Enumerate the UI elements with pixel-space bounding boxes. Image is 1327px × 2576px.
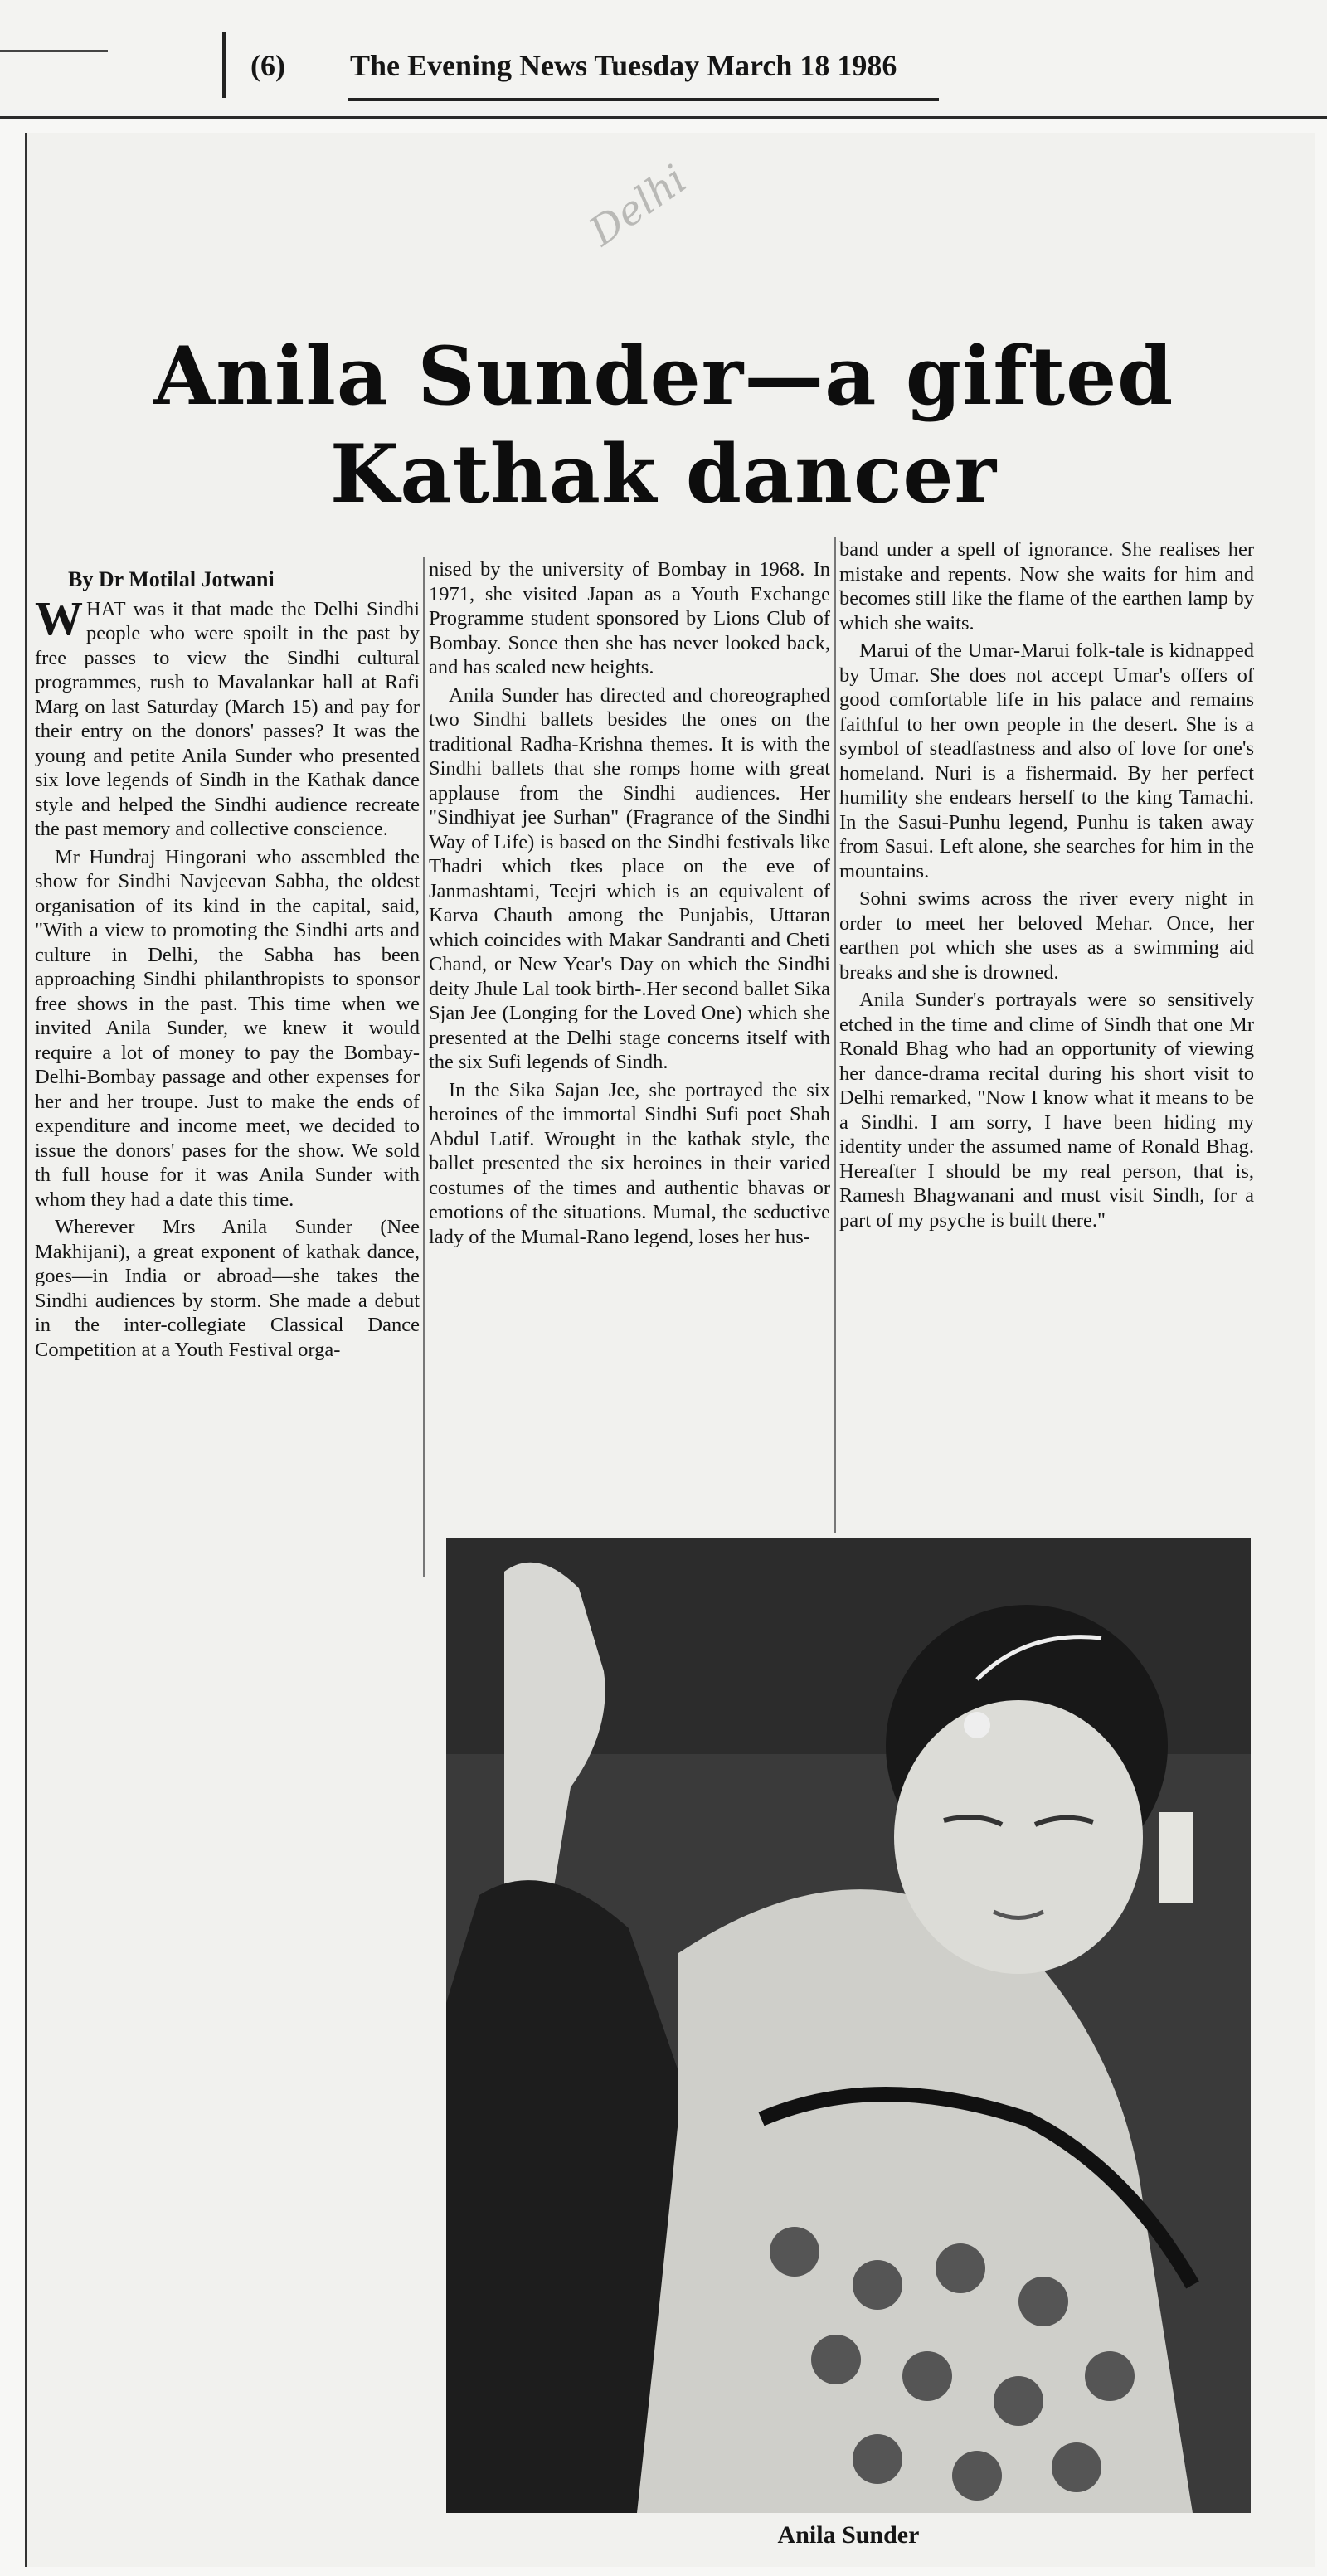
masthead: The Evening News Tuesday March 18 1986 xyxy=(350,49,897,82)
byline: By Dr Motilal Jotwani xyxy=(68,567,275,591)
paragraph: Wherever Mrs Anila Sunder (Nee Makhijani), a great exponent of kathak dance, goes—in India or abroad—she takes the Sindhi audiences by storm. She made a debut in the inter-collegiate Classical Dance Competition at a Youth Festival orga- xyxy=(35,1216,420,1361)
paragraph: Anila Sunder has directed and choreographed two Sindhi ballets besides the ones on the traditional Radha-Krishna themes. It is with the Sindhi ballets that she romps home with great applause from the Sindhi audiences. Her "Sindhiyat jee Surhan" (Fragrance of the Sindhi Way of Life) is based on the Sindhi festivals like Thadri which tkes place on the eve of Janmashtami, Teejri which is an equivalent of Karva Chauth among the Punjabis, Uttaran which coincides with Makar Sandranti and Cheti Chand, or New Year's Day on which the Sindhi deity Jhule Lal took birth-.Her second ballet Sika Sjan Jee (Longing for the Loved One) which she presented at the Delhi stage concerns itself with the six Sufi legends of Sindh. xyxy=(429,683,830,1073)
pencil-annotation: Delhi xyxy=(581,156,695,255)
paragraph-text: HAT was it that made the Delhi Sindhi people who were spoilt in the past by free passes to view the Sindhi cultural programmes, rush to Mavalankar hall at Rafi Marg on last Saturday (March 15) and pay for their entry on the donors' passes? It was the young and petite Anila Sunder who presented six love legends of Sindh in the Kathak dance style and helped the Sindhi audience recreate the past memory and collective conscience. xyxy=(35,597,420,840)
paragraph: Sohni swims across the river every night in order to meet her beloved Mehar. Once, her earthen pot which she uses as a swimming aid breaks and she is drowned. xyxy=(839,887,1254,984)
article-column-3 xyxy=(839,537,1254,1236)
face xyxy=(894,1700,1143,1974)
dancer-photo-illustration xyxy=(446,1538,1251,2513)
photo-caption: Anila Sunder xyxy=(777,2521,920,2549)
paragraph: Marui of the Umar-Marui folk-tale is kidnapped by Umar. She does not accept Umar's offers of good comfortable life in his palace and remains faithful to her own people in the desert. She is a symbol of steadfastness and also of love for one's homeland. Nuri is a fishermaid. By her perfect humility she endears herself to the king Tamachi. In the Sasui-Punhu legend, Punhu is taken away from Sasui. Left alone, she searches for him in the mountains. xyxy=(839,639,1254,882)
column-divider xyxy=(834,537,836,1533)
column-divider xyxy=(423,557,425,1577)
dancer-photo xyxy=(446,1538,1251,2513)
article-column-2 xyxy=(429,557,830,1252)
paragraph xyxy=(35,591,420,842)
paragraph: nised by the university of Bombay in 1968. In 1971, she visited Japan as a Youth Exchange Programme student sponsored by Lions Club of Bombay. Sonce then she has never looked back, and has scaled new heights. xyxy=(429,558,830,678)
column-rule xyxy=(222,32,226,98)
paragraph: Mr Hundraj Hingorani who assembled the show for Sindhi Navjeevan Sabha, the oldest organisation of its kind in the capital, said, "With a view to promoting the Sindhi arts and culture in Delhi, the Sabha has been approaching Sindhi philanthropists to sponsor free shows in the past. This time when we invited Anila Sunder, we knew it would require a lot of money to pay the Bombay-Delhi-Bombay passage and other expenses for her and her troupe. Just to make the ends of expenditure and income meet, we decided to issue the donors' pases for the show. We sold th full house for it was Anila Sunder with whom they had a date this time. xyxy=(35,845,420,1211)
article-column-1 xyxy=(35,557,420,1365)
paragraph: band under a spell of ignorance. She realises her mistake and repents. Now she waits for him and becomes still like the flame of the earthen lamp by which she waits. xyxy=(839,538,1254,634)
masthead-rule xyxy=(348,98,939,101)
scan-mark xyxy=(0,50,108,52)
paragraph: Anila Sunder's portrayals were so sensitively etched in the time and clime of Sindh that one Mr Ronald Bhag who had an opportunity of viewing her dance-drama recital during his short visit to Delhi remarked, "Now I know what it means to be a Sindhi. I am sorry, I have been hiding my identity under the assumed name of Ronald Bhag. Hereafter I should be my real person, that is, Ramesh Bhagwanani and must visit Sindh, for a part of my psyche is built there." xyxy=(839,989,1254,1232)
earring xyxy=(1159,1812,1193,1903)
drop-cap: W xyxy=(35,591,83,645)
headline: Anila Sunder—a gifted Kathak dancer xyxy=(153,329,1174,521)
page-number: (6) xyxy=(250,49,285,82)
paragraph: In the Sika Sajan Jee, she portrayed the six heroines of the immortal Sindhi Sufi poet Shah Abdul Latif. Wrought in the kathak style, the ballet presented the six heroines in their varied costumes of the times and authentic bhavas or emotions of the situations. Mumal, the seductive lady of the Mumal-Rano legend, loses her hus- xyxy=(429,1078,830,1248)
